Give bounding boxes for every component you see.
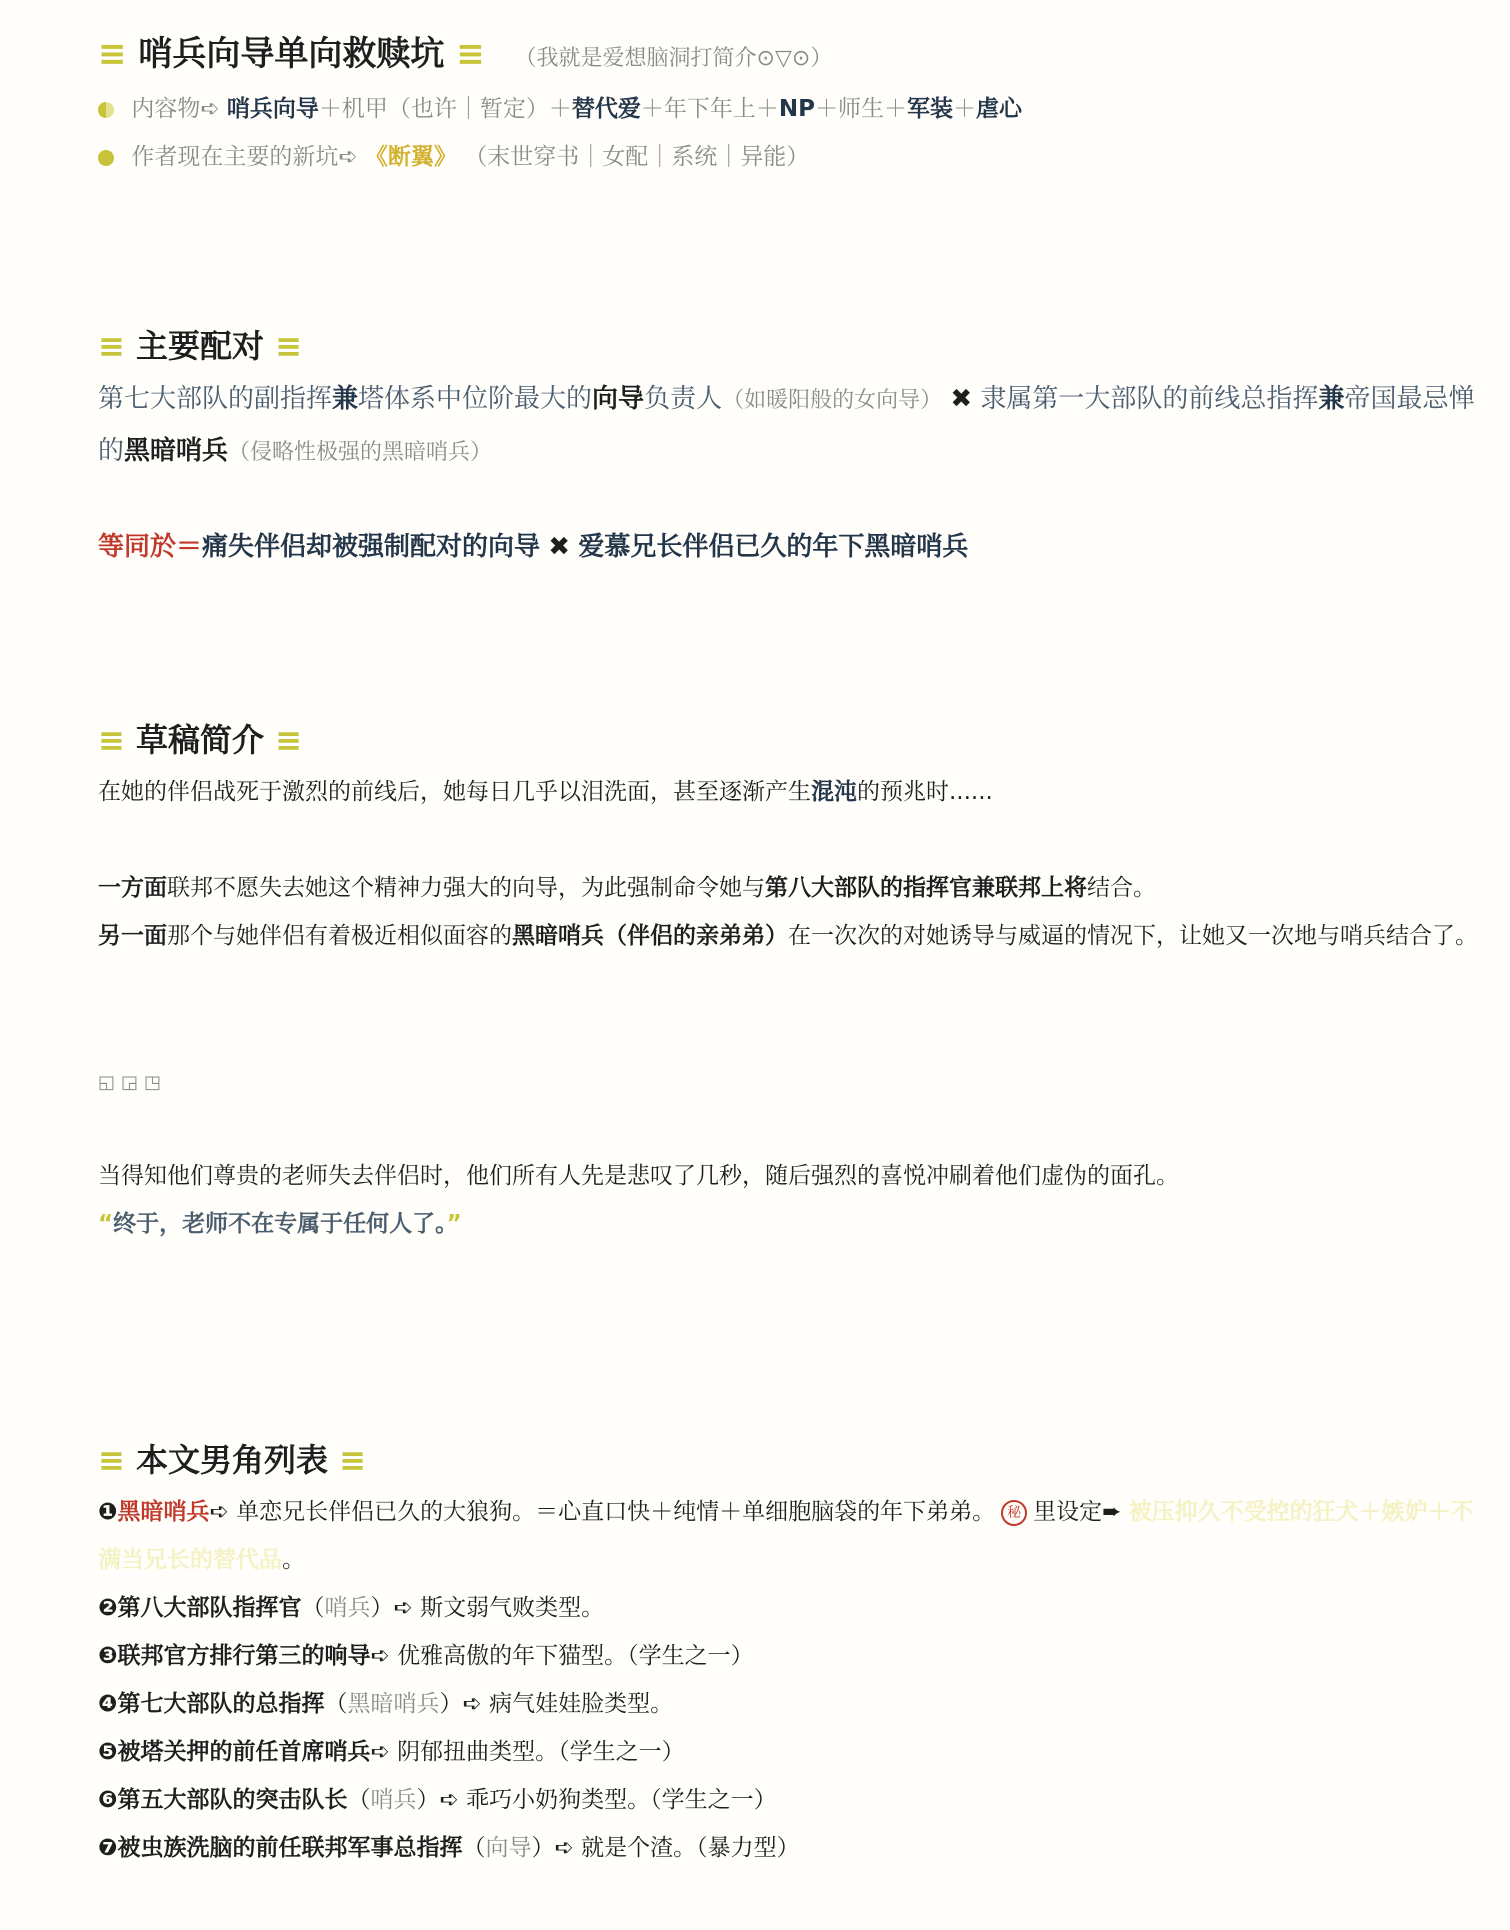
roster-item-5: ❺被塔关押的前任首席哨兵➪ 阴郁扭曲类型。（学生之一）	[98, 1739, 685, 1765]
tags-line: 内容物➪ 哨兵向导＋机甲（也许｜暂定）＋替代爱＋年下年上＋NP＋师生＋军装＋虐心	[98, 92, 1022, 126]
spoiler-text[interactable]: 被压抑久不受控的狂犬＋嫉妒＋不满当兄长的替代品	[98, 1499, 1474, 1573]
new-pit-title[interactable]: 《断翼》	[364, 144, 457, 170]
list-icon: ≡	[275, 327, 302, 365]
pairing-heading: ≡ 主要配对 ≡	[98, 327, 302, 365]
roster-item-6: ❻第五大部队的突击队长（哨兵）➪ 乖巧小奶狗类型。（学生之一）	[98, 1787, 777, 1813]
draft-quote: “终于，老师不在专属于任何人了。”	[98, 1211, 462, 1237]
pairing-description: 第七大部队的副指挥兼塔体系中位阶最大的向导负责人（如暖阳般的女向导） ✖ 隶属第一大部队的前线总指挥兼帝国最忌惮的黑暗哨兵（侵略性极强的黑暗哨兵）	[98, 384, 1475, 466]
list-icon: ≡	[98, 1441, 125, 1479]
half-circle-icon	[98, 102, 114, 118]
new-pit-tags: （末世穿书｜女配｜系统｜异能）	[464, 144, 810, 170]
roster-item-1: ❶黑暗哨兵➪ 单恋兄长伴侣已久的大狼狗。＝心直口快＋纯情＋单细胞脑袋的年下弟弟。 秘 里设定➨ 被压抑久不受控的狂犬＋嫉妒＋不满当兄长的替代品。	[98, 1499, 1474, 1573]
roster-item-4: ❹第七大部队的总指挥（黑暗哨兵）➪ 病气娃娃脸类型。	[98, 1691, 674, 1717]
list-icon: ≡	[456, 34, 485, 74]
title-subtitle: （我就是爱想脑洞打简介⊙▽⊙）	[514, 46, 833, 71]
list-icon: ≡	[98, 327, 125, 365]
list-icon: ≡	[275, 721, 302, 759]
list-icon: ≡	[98, 34, 127, 74]
new-pit-line	[98, 140, 809, 174]
divider-icons: ◱◲◳	[98, 1072, 168, 1093]
page-title	[98, 28, 832, 85]
cross-icon: ✖	[548, 532, 571, 562]
tags-label: 内容物➪	[131, 96, 220, 122]
roster-heading: ≡ 本文男角列表 ≡	[98, 1441, 366, 1479]
list-icon: ≡	[339, 1441, 366, 1479]
pairing-equivalence: 等同於＝痛失伴侣却被强制配对的向导 ✖ 爱慕兄长伴侣已久的年下黑暗哨兵	[98, 532, 969, 562]
new-pit-label: 作者现在主要的新坑➪	[131, 144, 358, 170]
draft-heading: ≡ 草稿简介 ≡	[98, 721, 302, 759]
draft-paragraph-4: 当得知他们尊贵的老师失去伴侣时，他们所有人先是悲叹了几秒，随后强烈的喜悦冲刷着他们虚伪的面孔。	[98, 1163, 1179, 1189]
roster-item-3: ❸联邦官方排行第三的响导➪ 优雅高傲的年下猫型。（学生之一）	[98, 1643, 754, 1669]
arrow-icon: ➪	[209, 1499, 229, 1525]
roster-item-7: ❼被虫族洗脑的前任联邦军事总指挥（向导）➪ 就是个渣。（暴力型）	[98, 1835, 800, 1861]
title-text: 哨兵向导单向救赎坑	[138, 34, 445, 74]
draft-paragraph-1: 在她的伴侣战死于激烈的前线后，她每日几乎以泪洗面，甚至逐渐产生混沌的预兆时......	[98, 779, 993, 805]
draft-paragraph-2: 一方面联邦不愿失去她这个精神力强大的向导，为此强制命令她与第八大部队的指挥官兼联邦上将结合。	[98, 875, 1156, 901]
cross-icon: ✖	[950, 384, 973, 414]
draft-paragraph-3: 另一面那个与她伴侣有着极近相似面容的黑暗哨兵（伴侣的亲弟弟）在一次次的对她诱导与威逼的情况下，让她又一次地与哨兵结合了。	[98, 923, 1478, 949]
circle-icon	[98, 150, 114, 166]
roster-item-2: ❷第八大部队指挥官（哨兵）➪ 斯文弱气败类型。	[98, 1595, 605, 1621]
secret-seal-icon: 秘	[1001, 1500, 1027, 1526]
list-icon: ≡	[98, 721, 125, 759]
